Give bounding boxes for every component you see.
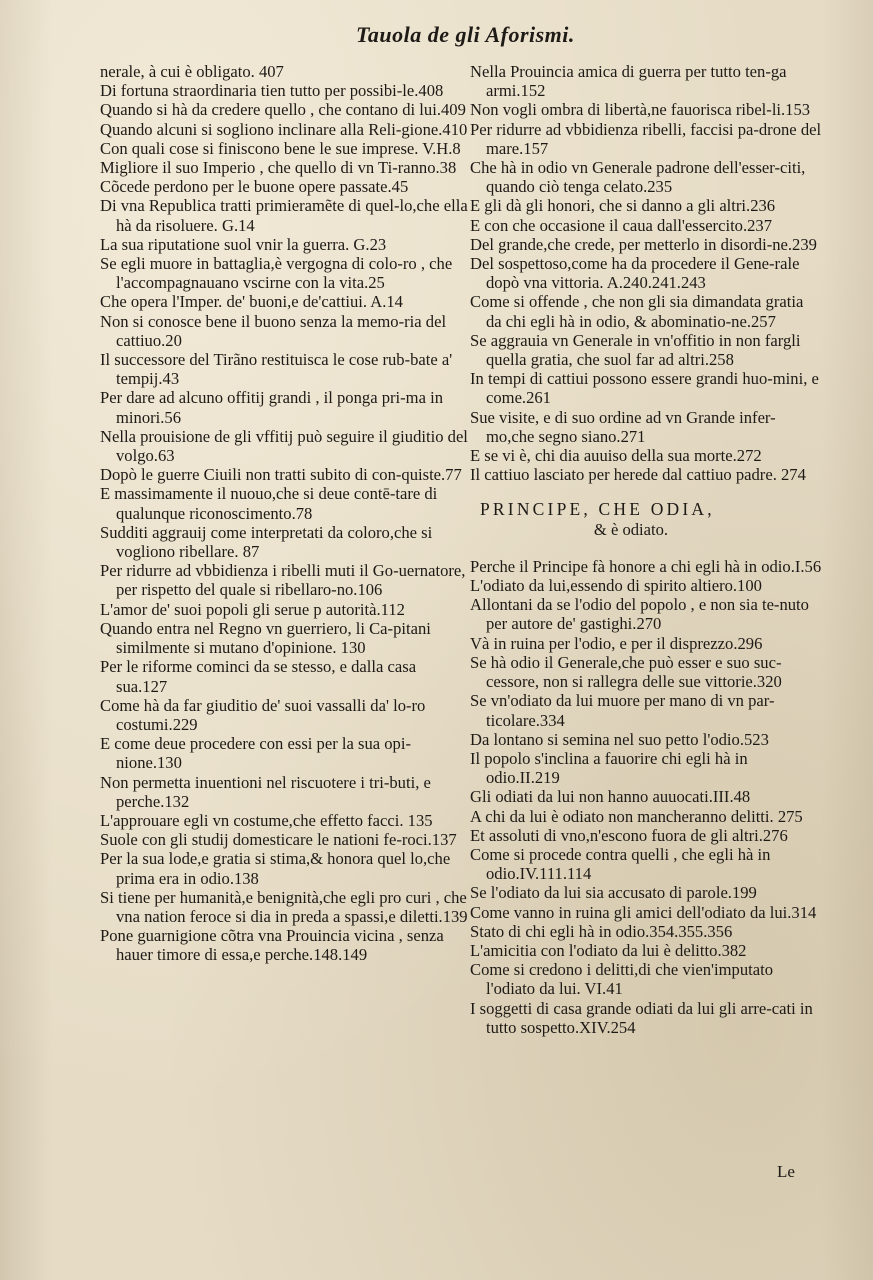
left-column <box>100 62 470 965</box>
index-entry: Se hà odio il Generale,che può esser e suo suc-cessore, non si rallegra delle sue vittorie.320 <box>470 652 782 692</box>
index-entry: L'approuare egli vn costume,che effetto facci. 135 <box>100 810 433 830</box>
index-entry: Sudditi aggrauij come interpretati da coloro,che si vogliono ribellare. 87 <box>100 522 433 562</box>
index-entry: Non vogli ombra di libertà,ne fauorisca ribel-li.153 <box>470 100 811 120</box>
index-entry: Quando entra nel Regno vn guerriero, li Ca-pitani similmente si mutano d'opinione. 130 <box>100 618 431 658</box>
index-entry: Con quali cose si finiscono bene le sue imprese. V.H.8 <box>100 138 461 158</box>
index-entry: Come si procede contra quelli , che egli hà in odio.IV.111.114 <box>470 844 771 884</box>
index-entry: A chi da lui è odiato non mancheranno delitti. 275 <box>470 806 803 826</box>
index-entry: E gli dà gli honori, che si danno a gli altri.236 <box>470 196 776 216</box>
index-entry: Il successore del Tirãno restituisca le cose rub-bate a' tempij.43 <box>100 350 453 389</box>
index-entry: Suole con gli studij domesticare le nationi fe-roci.137 <box>100 830 457 850</box>
index-entry: Nella Prouincia amica di guerra per tutto ten-ga armi.152 <box>470 62 787 101</box>
index-entry: E se vi è, chi dia auuiso della sua morte.272 <box>470 446 762 466</box>
index-entry: Nella prouisione de gli vffitij può seguire il giuditio del volgo.63 <box>100 426 468 466</box>
index-entry: L'odiato da lui,essendo di spirito altiero.100 <box>470 576 762 596</box>
index-entry: Se aggrauia vn Generale in vn'offitio in non fargli quella gratia, che suol far ad altri.258 <box>470 330 801 370</box>
index-entry: L'amor de' suoi popoli gli serue p autorità.112 <box>100 599 405 619</box>
index-entry: Gli odiati da lui non hanno auuocati.III.48 <box>470 787 751 807</box>
index-entry: Di vna Republica tratti primieramẽte di quel-lo,che ella hà da risoluere. G.14 <box>100 196 468 235</box>
index-entry: Del grande,che crede, per metterlo in disordi-ne.239 <box>470 234 817 254</box>
index-entry: Del sospettoso,come ha da procedere il Gene-rale dopò vna vittoria. A.240.241.243 <box>470 254 800 293</box>
right-column-entries-bottom <box>470 557 822 1037</box>
index-entry: Come si offende , che non gli sia dimandata gratia da chi egli hà in odio, & abominatio-ne.257 <box>470 292 804 331</box>
index-entry: Che opera l'Imper. de' buoni,e de'cattiui. A.14 <box>100 292 403 312</box>
index-entry: Dopò le guerre Ciuili non tratti subito di con-quiste.77 <box>100 465 462 485</box>
right-column <box>470 62 822 1037</box>
index-entry: Come si credono i delitti,di che vien'imputato l'odiato da lui. VI.41 <box>470 960 773 999</box>
index-entry: Et assoluti di vno,n'escono fuora de gli altri.276 <box>470 825 788 845</box>
index-entry: Pone guarnigione cõtra vna Prouincia vicina , senza hauer timore di essa,e perche.148.149 <box>100 926 444 965</box>
index-entry: Quando si hà da credere quello , che contano di lui.409 <box>100 100 466 120</box>
right-column-entries-top <box>470 62 822 484</box>
index-entry: Allontani da se l'odio del popolo , e non sia te-nuto per autore de' gastighi.270 <box>470 595 809 634</box>
index-entry: Per ridurre ad vbbidienza ribelli, faccisi pa-drone del mare.157 <box>470 119 822 158</box>
index-entry: Il cattiuo lasciato per herede dal cattiuo padre. 274 <box>470 465 806 485</box>
index-entry: Per la sua lode,e gratia si stima,& honora quel lo,che prima era in odio.138 <box>100 849 451 888</box>
index-entry: Se l'odiato da lui sia accusato di parole.199 <box>470 883 757 903</box>
index-entry: Come hà da far giuditio de' suoi vassalli da' lo-ro costumi.229 <box>100 695 426 734</box>
index-entry: I soggetti di casa grande odiati da lui gli arre-cati in tutto sospetto.XIV.254 <box>470 998 813 1037</box>
index-entry: Se egli muore in battaglia,è vergogna di colo-ro , che l'accompagnauano vscirne con la vita.25 <box>100 254 453 293</box>
index-entry: Cõcede perdono per le buone opere passate.45 <box>100 177 409 197</box>
index-entry: Stato di chi egli hà in odio.354.355.356 <box>470 921 733 941</box>
section-subheading: & è odiato. <box>593 519 669 539</box>
index-entry: Come vanno in ruina gli amici dell'odiato da lui.314 <box>470 902 817 922</box>
index-entry: Il popolo s'inclina a fauorire chi egli hà in odio.II.219 <box>470 748 748 788</box>
index-entry: Quando alcuni si sogliono inclinare alla Reli-gione.410 <box>100 119 468 139</box>
index-entry: Che hà in odio vn Generale padrone dell'esser-citi, quando ciò tenga celato.235 <box>470 158 806 197</box>
index-entry: E come deue procedere con essi per la sua opi-nione.130 <box>100 734 411 773</box>
index-entry: Da lontano si semina nel suo petto l'odio.523 <box>470 729 769 749</box>
index-entry: Per le riforme cominci da se stesso, e dalla casa sua.127 <box>100 657 417 696</box>
index-entry: Perche il Principe fà honore a chi egli hà in odio.I.56 <box>470 556 822 576</box>
running-title: Tauola de gli Aforismi. <box>356 22 575 47</box>
index-entry: In tempi di cattiui possono essere grandi huo-mini, e come.261 <box>470 369 819 408</box>
index-entry: Non permetta inuentioni nel riscuotere i tri-buti, e perche.132 <box>100 772 431 811</box>
index-entry: L'amicitia con l'odiato da lui è delitto.382 <box>470 940 747 960</box>
index-entry: Sue visite, e di suo ordine ad vn Grande infer-mo,che segno siano.271 <box>470 407 776 446</box>
index-entry: Di fortuna straordinaria tien tutto per possibi-le.408 <box>100 81 444 101</box>
index-entry: Se vn'odiato da lui muore per mano di vn par-ticolare.334 <box>470 691 775 730</box>
catchword: Le <box>777 1162 795 1181</box>
index-entry: Migliore il suo Imperio , che quello di vn Ti-ranno.38 <box>100 158 457 178</box>
index-entry: Và in ruina per l'odio, e per il disprezzo.296 <box>470 633 763 653</box>
index-entry: Si tiene per humanità,e benignità,che egli pro curi , che vna nation feroce si dia in preda a spassi,e diletti.139 <box>100 887 468 926</box>
index-entry: E con che occasione il caua dall'essercito.237 <box>470 215 773 235</box>
index-entry: Per ridurre ad vbbidienza i ribelli muti il Go-uernatore, per rispetto del quale si ribellaro-no.106 <box>100 561 466 600</box>
index-entry: nerale, à cui è obligato. 407 <box>100 62 284 81</box>
index-entry: E massimamente il nuouo,che si deue contē-tare di qualunque riconoscimento.78 <box>100 484 438 523</box>
index-entry: La sua riputatione suol vnir la guerra. G.23 <box>100 234 387 254</box>
index-entry: Per dare ad alcuno offitij grandi , il ponga pri-ma in minori.56 <box>100 388 443 427</box>
section-heading: PRINCIPE, CHE ODIA, <box>480 499 715 520</box>
index-entry: Non si conosce bene il buono senza la memo-ria del cattiuo.20 <box>100 311 447 350</box>
